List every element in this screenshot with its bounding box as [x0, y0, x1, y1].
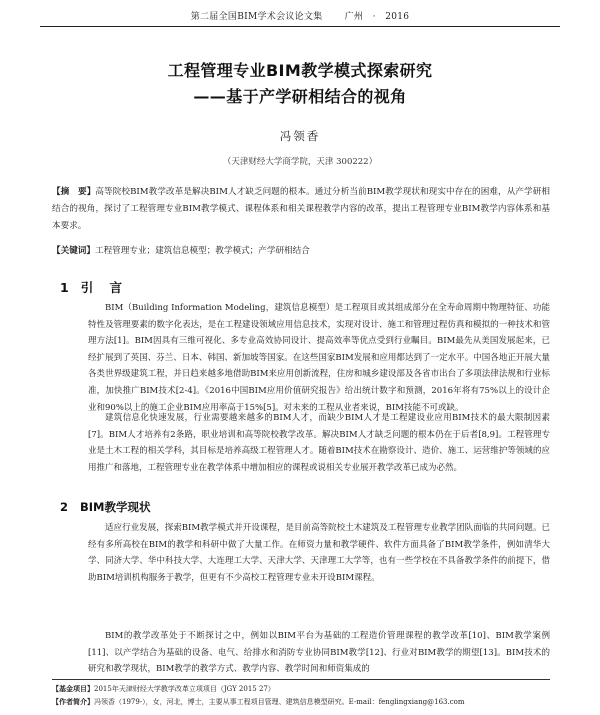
journal-name: 第二届全国BIM学术会议论文集: [190, 12, 323, 22]
section-number: 1: [60, 280, 69, 295]
footnote-fund-label: 【基金项目】: [52, 685, 94, 693]
body-paragraph: BIM的教学改革处于不断探讨之中，例如以BIM平台为基础的工程造价管理课程的教学改革[10]、BIM教学案例[11]、以产学结合为基础的设备、电气、给排水和消防专业协同BIM教学[12]、行业对BIM教学的期望[13]。BIM技术的研究和教学现状，BIM教学的教学方式、教学内容、教学时间和师资集成的: [88, 631, 550, 675]
title-line-2: ——基于产学研相结合的视角: [193, 87, 407, 106]
abstract: [52, 184, 550, 235]
footnote-rule: [52, 679, 550, 680]
abstract-text: 高等院校BIM教学改革是解决BIM人才缺乏问题的根本。通过分析当前BIM教学现状和现实中存在的困难，从产学研相结合的视角，探讨了工程管理专业BIM教学模式、课程体系和相关课程教学内容的改革，提出工程管理专业BIM教学内容体系和基本要求。: [52, 187, 550, 231]
keywords-text: 工程管理专业；建筑信息模型；教学模式；产学研相结合: [94, 246, 310, 256]
section-heading-introduction: [60, 278, 128, 296]
body-paragraph: BIM（Building Information Modeling，建筑信息模型）是工程项目或其组成部分在全寿命周期中物理特征、功能特性及管理要素的数字化表达，是在工程建设领域应用信息技术，实现对设计、施工和管理过程仿真和模拟的一种技术和管理方法[1]。BIM因具有三维可视化、多专业高效协同设计、提高效率等优点受到行业瞩目。BIM最先从美国发展起来，已经扩展到了英国、芬兰、日本、韩国、新加坡等国家。在这些国家BIM发展和应用都达到了一定水平。中国各地正开展大量各类世界级建筑工程，并日趋来越多地借助BIM来应用创新流程，住房和城乡建设部及各省市出台了多项法律法规和行业标准，加快推广BIM技术[2-4]。《2016中国BIM应用价值研究报告》给出统计数字和预测，2016年将有75%以上的设计企业和90%以上的施工企业BIM应用率高于15%[5]。对未来的工程从业者来说，BIM技能不可或缺。: [88, 303, 550, 413]
body-paragraph: 适应行业发展，探索BIM教学模式并开设课程，是目前高等院校土木建筑及工程管理专业教学团队面临的共同问题。已经有多所高校在BIM的教学和科研中做了大量工作。在师资力量和教学硬件、软件方面具备了BIM教学条件，例如清华大学、同济大学、华中科技大学、大连理工大学、天津大学、天津理工大学等，也有一些学校在不具备教学条件的前提下，借助BIM培训机构服务于教学，但更有不少高校工程管理专业未开设BIM课程。: [88, 523, 550, 583]
running-header: 第二届全国BIM学术会议论文集 广州 · 2016: [190, 12, 410, 22]
keywords-label: 【关键词】: [52, 246, 95, 256]
title-line-1: 工程管理专业BIM教学模式探索研究: [167, 61, 433, 80]
footnote-fund: [52, 683, 550, 695]
conference-city: 广州: [344, 12, 364, 22]
body-paragraph: 建筑信息化快速发展，行业需要越来越多的BIM人才，而缺少BIM人才是工程建设业应用BIM技术的最大限制因素[7]。BIM人才培养有2条路，职业培训和高等院校教学改革。解决BIM人才缺乏问题的根本仍在于后者[8,9]。工程管理专业是土木工程的相关学科，其目标是培养高级工程管理人才。随着BIM技术在勘察设计、造价、施工、运营维护等领域的应用推广和落地，工程管理专业在教学体系中增加相应的课程或说相关专业展开教学改革已成为必然。: [88, 413, 550, 473]
abstract-label: 【摘 要】: [52, 187, 96, 197]
header-rule: [40, 26, 560, 27]
footnote-author: [52, 696, 550, 708]
footnote-author-label: 【作者简介】: [52, 698, 94, 706]
author-name: 冯领香: [279, 129, 321, 143]
article-title: [0, 58, 600, 110]
keywords: [52, 243, 550, 260]
section-heading-bim-status: [60, 499, 151, 515]
section-title: 引 言: [80, 280, 129, 295]
author-affiliation: （天津财经大学商学院，天津 300222）: [222, 157, 378, 167]
footnote-author-text: 冯领香（1979-），女，河北，博士，主要从事工程项目管理、建筑信息模型研究。E-mail：fenglingxiang@163.com: [94, 698, 465, 706]
conference-year: 2016: [385, 12, 410, 22]
section-title: BIM教学现状: [80, 500, 151, 514]
footnote-fund-text: 2015年天津财经大学教学改革立项项目（JGY 2015 27）: [94, 685, 275, 693]
section-number: 2: [60, 500, 69, 514]
